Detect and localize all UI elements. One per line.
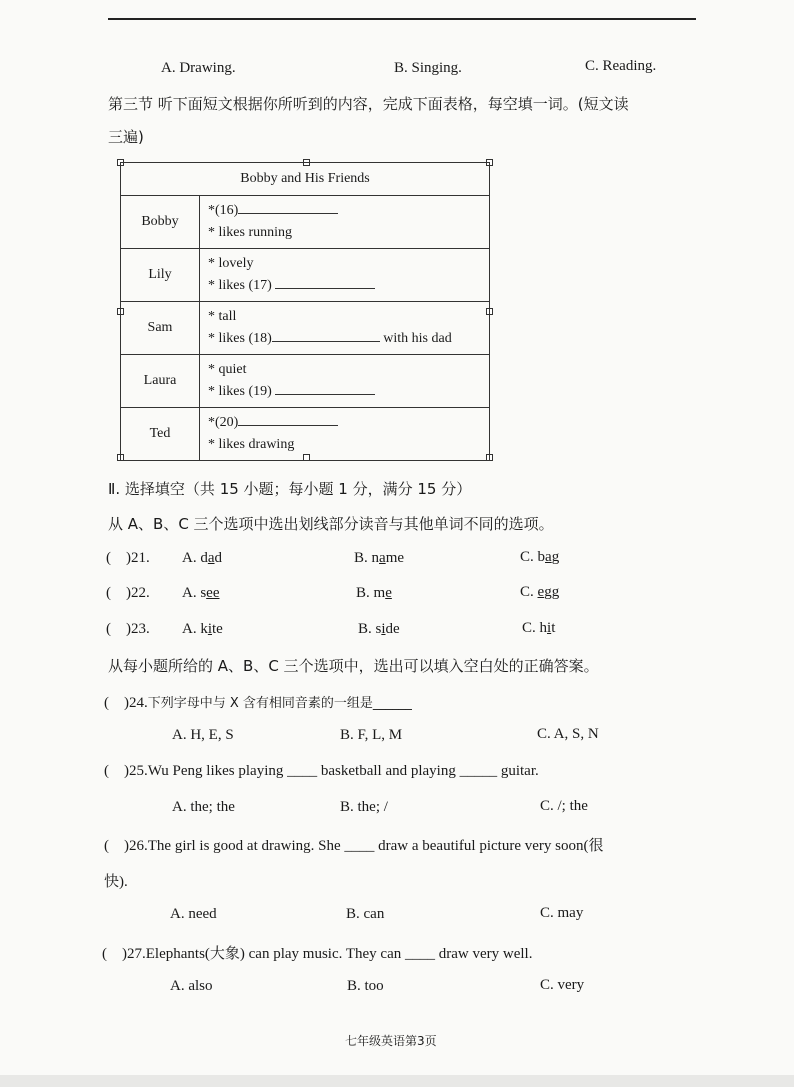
top-rule	[108, 18, 696, 20]
table-row	[121, 408, 490, 461]
answer-blank[interactable]	[275, 382, 375, 395]
row-line1: *(16)	[208, 203, 239, 218]
q26-option-a: A. need	[170, 906, 217, 922]
table-row	[121, 249, 490, 302]
table-title: Bobby and His Friends	[121, 163, 490, 196]
answer-blank[interactable]	[238, 413, 338, 426]
question-24: ( )24.下列字母中与 X 含有相同音素的一组是______	[104, 695, 412, 711]
prev-option-c: C. Reading.	[585, 58, 657, 74]
q22-option-c: C. egg	[520, 584, 560, 600]
prev-option-b: B. Singing.	[394, 60, 462, 76]
q24-option-c: C. A, S, N	[537, 726, 599, 742]
row-line2: * likes drawing	[208, 437, 295, 452]
q21-option-c: C. bag	[520, 549, 560, 565]
question-25: ( )25.Wu Peng likes playing ____ basketball and playing _____ guitar.	[104, 763, 539, 779]
q22-option-a: A. see	[182, 585, 220, 601]
section3-instruction-line1: 第三节 听下面短文根据你所听到的内容，完成下面表格，每空填一词。(短文读	[108, 95, 629, 113]
question-23: ( )23.	[106, 621, 150, 637]
question-21: ( )21.	[106, 550, 150, 566]
q27-option-c: C. very	[540, 977, 585, 993]
part2-heading: Ⅱ. 选择填空（共 15 小题；每小题 1 分，满分 15 分）	[108, 480, 472, 498]
row-name: Laura	[121, 355, 200, 408]
q26-option-b: B. can	[346, 906, 385, 922]
answer-blank[interactable]	[272, 329, 380, 342]
row-name: Lily	[121, 249, 200, 302]
question-26-cont: 快).	[104, 874, 128, 890]
table-row	[121, 196, 490, 249]
row-line1: * quiet	[208, 362, 247, 377]
row-line2: * likes running	[208, 225, 292, 240]
answer-blank[interactable]	[275, 276, 375, 289]
page-footer: 七年级英语第3页	[345, 1034, 437, 1048]
q25-option-a: A. the; the	[172, 799, 235, 815]
table-row	[121, 355, 490, 408]
row-line2-suffix: with his dad	[383, 331, 452, 346]
section3-instruction-line2: 三遍)	[108, 128, 144, 146]
q27-option-a: A. also	[170, 978, 213, 994]
row-name: Bobby	[121, 196, 200, 249]
row-line2: * likes (18)	[208, 331, 272, 346]
scan-bottom-edge	[0, 1075, 794, 1087]
prev-option-a: A. Drawing.	[161, 60, 236, 76]
row-line2: * likes (17)	[208, 278, 272, 293]
row-name: Sam	[121, 302, 200, 355]
question-27: ( )27.Elephants(大象) can play music. They can ____ draw very well.	[102, 946, 533, 962]
q24-option-a: A. H, E, S	[172, 727, 234, 743]
part2-fill-instruction: 从每小题所给的 A、B、C 三个选项中，选出可以填入空白处的正确答案。	[108, 657, 599, 675]
q23-option-b: B. side	[358, 621, 400, 637]
q21-option-a: A. dad	[182, 550, 223, 566]
q27-option-b: B. too	[347, 978, 384, 994]
question-22: ( )22.	[106, 585, 150, 601]
q25-option-b: B. the; /	[340, 799, 388, 815]
q26-option-c: C. may	[540, 905, 584, 921]
row-desc	[200, 302, 490, 355]
row-desc	[200, 355, 490, 408]
q25-option-c: C. /; the	[540, 798, 588, 814]
row-name: Ted	[121, 408, 200, 461]
q23-option-a: A. kite	[182, 621, 223, 637]
row-line1: *(20)	[208, 415, 239, 430]
row-line1: * lovely	[208, 256, 254, 271]
row-desc	[200, 408, 490, 461]
row-desc	[200, 249, 490, 302]
friends-table	[120, 162, 490, 461]
table-row	[121, 302, 490, 355]
row-desc	[200, 196, 490, 249]
q22-option-b: B. me	[356, 585, 392, 601]
question-26: ( )26.The girl is good at drawing. She ____ draw a beautiful picture very soon(很	[104, 838, 604, 854]
answer-blank[interactable]	[238, 201, 338, 214]
q21-option-b: B. name	[354, 550, 405, 566]
row-line1: * tall	[208, 309, 237, 324]
q23-option-c: C. hit	[522, 620, 556, 636]
part2-pron-instruction: 从 A、B、C 三个选项中选出划线部分读音与其他单词不同的选项。	[108, 515, 554, 533]
row-line2: * likes (19)	[208, 384, 272, 399]
q24-option-b: B. F, L, M	[340, 727, 403, 743]
